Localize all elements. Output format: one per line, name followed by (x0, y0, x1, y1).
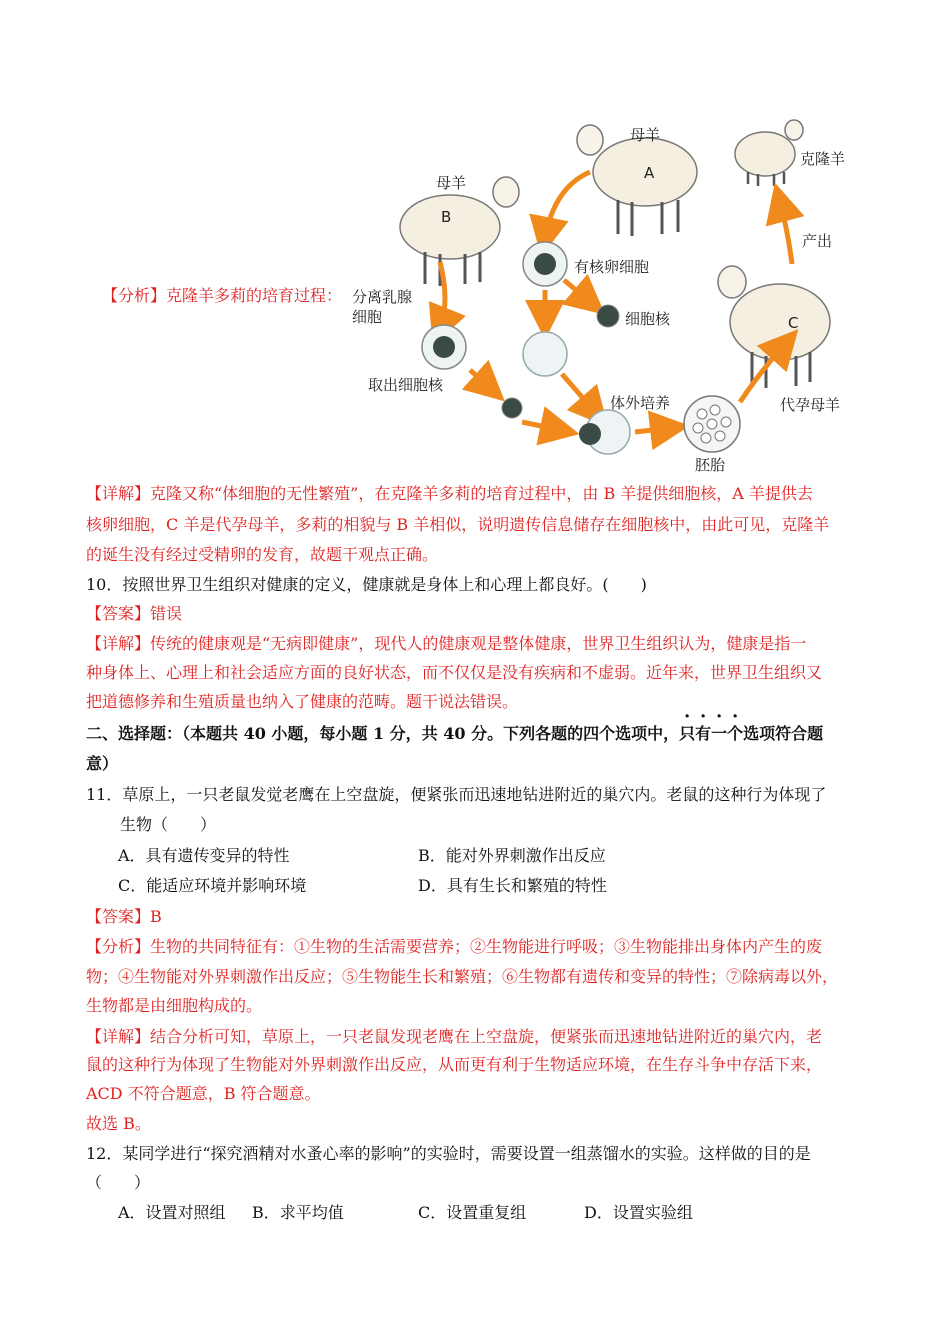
q12-question: 12．某同学进行“探究酒精对水蚤心率的影响”的实验时，需要设置一组蒸馏水的实验。这样做的目的是 (86, 1144, 811, 1163)
embryo-icon (684, 396, 740, 452)
label-mother-a: 母羊 (630, 126, 661, 144)
label-take-nucleus: 取出细胞核 (368, 376, 444, 394)
q11-option-d: D．具有生长和繁殖的特性 (418, 876, 607, 895)
detail9-line-1: 【详解】克隆又称“体细胞的无性繁殖”，在克隆羊多莉的培育过程中，由 B 羊提供细胞核，A 羊提供去 (86, 484, 813, 503)
mammary-cell-icon (422, 325, 466, 369)
q11-option-c: C．能适应环境并影响环境 (118, 876, 307, 895)
q11-analysis-2: 物；④生物能对外界刺激作出反应；⑤生物能生长和繁殖；⑥生物都有遗传和变异的特性；⑦除病毒以外， (86, 967, 839, 986)
arrow-cell-to-nucleus (470, 370, 490, 388)
sheep-c-icon (718, 266, 830, 388)
arrow-to-embryo (635, 428, 670, 432)
q12-option-c: C．设置重复组 (418, 1203, 527, 1222)
label-mammary-1: 分离乳腺 (352, 288, 413, 306)
q11-detail-1: 【详解】结合分析可知，草原上，一只老鼠发现老鹰在上空盘旋，便紧张而迅速地钻进附近的巢穴内，老 (86, 1027, 823, 1046)
section2-heading: 二、选择题：（本题共 40 小题，每小题 1 分，共 40 分。下列各题的四个选项中，只有一个选项符合题 (86, 724, 824, 743)
q10-detail-1: 【详解】传统的健康观是“无病即健康”，现代人的健康观是整体健康，世界卫生组织认为，健康是指一 (86, 634, 807, 653)
label-letter-c: C (788, 314, 799, 332)
q10-question: 10．按照世界卫生组织对健康的定义，健康就是身体上和心理上都良好。( ) (86, 575, 647, 594)
q11-option-b: B．能对外界刺激作出反应 (418, 846, 606, 865)
q11-question-cont: 生物（ ） (120, 815, 217, 834)
cloning-diagram (340, 112, 870, 480)
q11-answer: 【答案】B (86, 907, 162, 926)
q11-question: 11．草原上，一只老鼠发觉老鹰在上空盘旋，便紧张而迅速地钻进附近的巢穴内。老鼠的这种行为体现了 (86, 785, 827, 804)
removed-nucleus-icon (597, 305, 619, 327)
label-surrogate: 代孕母羊 (780, 396, 841, 414)
label-mammary-2: 细胞 (352, 308, 383, 326)
analysis-label-q9: 【分析】克隆羊多莉的培育过程： (102, 286, 343, 305)
label-embryo: 胚胎 (695, 456, 726, 474)
q12-option-a: A．设置对照组 (118, 1203, 226, 1222)
arrow-a-to-egg (545, 172, 590, 237)
emph-char-1: 只 (679, 724, 696, 743)
nucleated-egg-icon (523, 242, 567, 286)
arrow-c-to-clone (780, 202, 792, 264)
clone-sheep-icon (735, 120, 803, 186)
label-letter-a: A (644, 164, 655, 182)
sheep-b-icon (400, 177, 519, 286)
q10-detail-3: 把道德修养和生殖质量也纳入了健康的范畴。题干说法错误。 (86, 692, 519, 711)
q11-detail-4: 故选 B。 (86, 1114, 151, 1133)
q11-detail-2: 鼠的这种行为体现了生物能对外界刺激作出反应，从而更有利于生物适应环境，在生存斗争中存活下来， (86, 1055, 823, 1074)
emph-char-2: 有 (695, 724, 712, 743)
q11-detail-3: ACD 不符合题意，B 符合题意。 (86, 1084, 321, 1103)
q12-option-b: B．求平均值 (252, 1203, 344, 1222)
detail9-line-2: 核卵细胞，C 羊是代孕母羊，多莉的相貌与 B 羊相似，说明遗传信息储存在细胞核中，由此可见，克隆羊 (86, 515, 830, 534)
fused-cell-icon (579, 410, 630, 454)
q11-analysis-1: 【分析】生物的共同特征有：①生物的生活需要营养；②生物能进行呼吸；③生物能排出身体内产生的废 (86, 937, 823, 956)
label-nucleated-egg: 有核卵细胞 (574, 258, 650, 276)
arrow-b-to-cell (440, 262, 445, 327)
label-clone-sheep: 克隆羊 (800, 150, 846, 168)
label-nucleus: 细胞核 (625, 310, 671, 328)
q12-question-cont: （ ） (86, 1173, 151, 1192)
q11-option-a: A．具有遗传变异的特性 (118, 846, 290, 865)
label-culture: 体外培养 (610, 394, 671, 412)
label-letter-b: B (441, 208, 452, 226)
section2-heading-cont: 意） (86, 754, 119, 773)
donor-nucleus-icon (502, 398, 522, 418)
arrow-egg-to-fused (562, 374, 595, 412)
arrow-egg-to-nucleus (564, 280, 590, 302)
q11-analysis-3: 生物都是由细胞构成的。 (86, 996, 263, 1015)
detail9-line-3: 的诞生没有经过受精卵的发育，故题干观点正确。 (86, 545, 439, 564)
q12-option-d: D．设置实验组 (584, 1203, 693, 1222)
emph-char-4: 个 (727, 724, 744, 743)
q10-answer: 【答案】错误 (86, 604, 183, 623)
label-birth: 产出 (802, 232, 833, 250)
enucleated-egg-icon (523, 332, 567, 376)
emph-char-3: 一 (711, 724, 728, 743)
q10-detail-2: 种身体上、心理上和社会适应方面的良好状态，而不仅仅是没有疾病和不虚弱。近年来，世界卫生组织又 (86, 663, 823, 682)
label-mother-b: 母羊 (436, 174, 467, 192)
arrow-nucleus-to-fused (522, 422, 560, 430)
